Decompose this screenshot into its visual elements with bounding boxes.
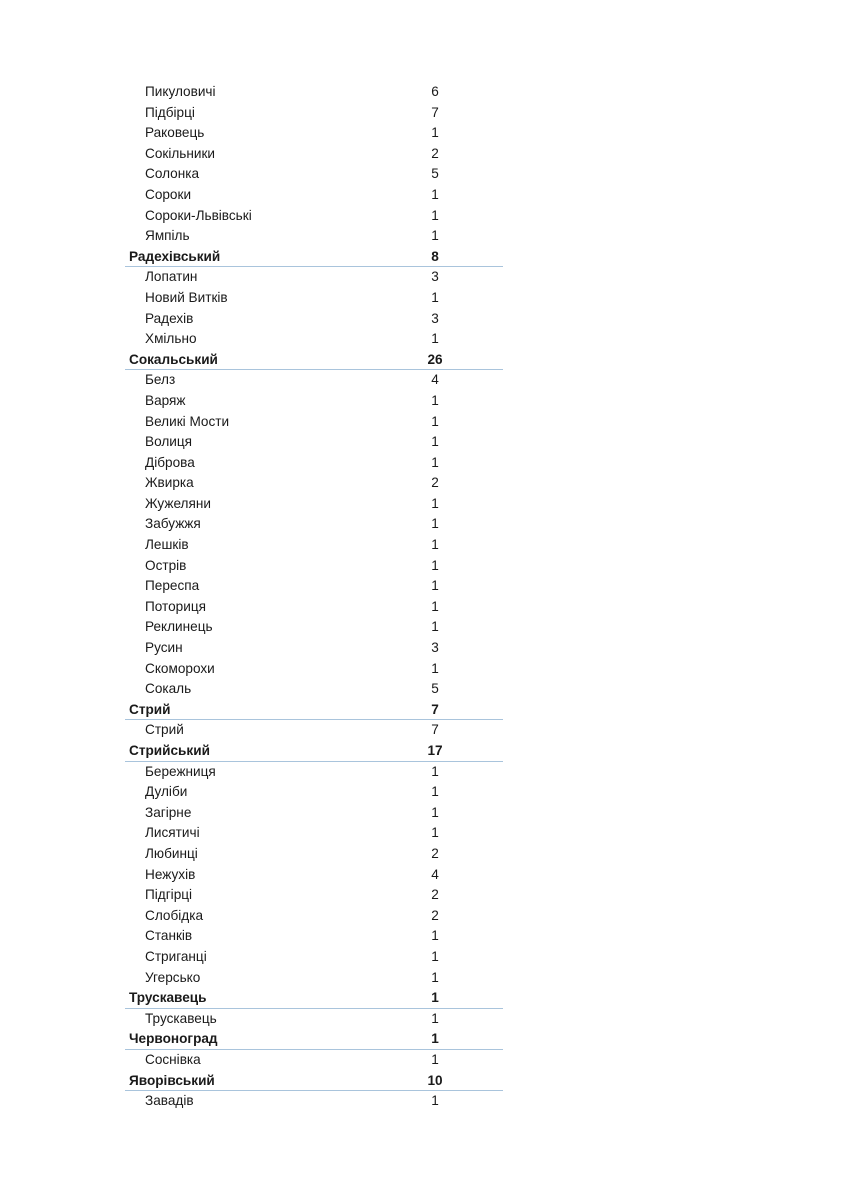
district-row [125, 350, 503, 371]
settlement-name: Жвирка [145, 475, 194, 491]
settlement-count: 1 [431, 660, 439, 676]
settlement-count: 4 [431, 866, 439, 882]
district-row [125, 988, 503, 1009]
settlement-row [125, 556, 503, 577]
settlement-count: 5 [431, 681, 439, 697]
settlement-row [125, 947, 503, 968]
district-name: Стрийський [129, 743, 210, 758]
settlement-name: Трускавець [145, 1010, 217, 1026]
settlement-count: 1 [431, 125, 439, 141]
settlement-row [125, 412, 503, 433]
settlement-count: 1 [431, 454, 439, 470]
settlement-count: 1 [431, 495, 439, 511]
settlement-name: Сороки [145, 186, 192, 202]
settlement-name: Белз [145, 372, 176, 388]
settlement-name: Сокаль [145, 681, 192, 697]
district-name: Червоноград [129, 1031, 218, 1047]
settlement-name: Соснівка [145, 1051, 201, 1067]
settlement-name: Лисятичі [145, 825, 200, 841]
settlement-row [125, 370, 503, 391]
settlement-row [125, 844, 503, 865]
settlement-count: 1 [431, 1051, 439, 1067]
settlement-row [125, 720, 503, 741]
settlement-name: Угерсько [145, 969, 201, 985]
settlement-row [125, 226, 503, 247]
settlement-row [125, 288, 503, 309]
district-row [125, 1071, 503, 1092]
settlement-row [125, 164, 503, 185]
settlement-count: 3 [431, 640, 439, 656]
settlement-row [125, 123, 503, 144]
settlement-count: 1 [431, 804, 439, 820]
settlement-count: 1 [431, 537, 439, 553]
settlement-count: 1 [431, 928, 439, 944]
settlement-count: 2 [431, 475, 439, 491]
settlement-name: Новий Витків [145, 289, 228, 305]
district-name: Яворівський [129, 1072, 215, 1088]
district-table [125, 82, 503, 1112]
district-count: 17 [427, 743, 443, 758]
settlement-count: 2 [431, 887, 439, 903]
settlement-name: Діброва [145, 454, 195, 470]
settlement-row [125, 494, 503, 515]
settlement-name: Стрий [145, 722, 184, 738]
settlement-row [125, 865, 503, 886]
settlement-count: 2 [431, 145, 439, 161]
settlement-name: Варяж [145, 392, 186, 408]
settlement-name: Сокільники [145, 145, 215, 161]
settlement-name: Русин [145, 640, 183, 656]
settlement-count: 1 [431, 763, 439, 779]
settlement-row [125, 803, 503, 824]
settlement-count: 1 [431, 948, 439, 964]
settlement-name: Переспа [145, 578, 200, 594]
district-row [125, 247, 503, 268]
settlement-count: 1 [431, 186, 439, 202]
settlement-name: Підбірці [145, 104, 195, 120]
settlement-count: 1 [431, 1010, 439, 1026]
settlement-name: Раковець [145, 125, 205, 141]
settlement-row [125, 206, 503, 227]
settlement-count: 7 [431, 104, 439, 120]
settlement-row [125, 1050, 503, 1071]
settlement-row [125, 514, 503, 535]
settlement-name: Поториця [145, 598, 206, 614]
district-row [125, 700, 503, 721]
settlement-count: 1 [431, 392, 439, 408]
district-count: 1 [431, 1031, 439, 1047]
settlement-name: Підгірці [145, 887, 193, 903]
settlement-row [125, 617, 503, 638]
settlement-row [125, 926, 503, 947]
settlement-count: 1 [431, 578, 439, 594]
district-count: 8 [431, 248, 439, 264]
settlement-name: Станків [145, 928, 193, 944]
settlement-row [125, 823, 503, 844]
settlement-name: Бережниця [145, 763, 216, 779]
settlement-count: 7 [431, 722, 439, 738]
settlement-row [125, 1009, 503, 1030]
settlement-count: 1 [431, 557, 439, 573]
settlement-count: 1 [431, 289, 439, 305]
district-name: Стрий [129, 701, 171, 717]
settlement-name: Реклинець [145, 619, 213, 635]
settlement-name: Загірне [145, 804, 192, 820]
settlement-count: 3 [431, 310, 439, 326]
district-row [125, 741, 503, 762]
settlement-row [125, 906, 503, 927]
settlement-name: Пикуловичі [145, 84, 216, 99]
settlement-row [125, 267, 503, 288]
settlement-row [125, 597, 503, 618]
settlement-count: 1 [431, 331, 439, 347]
settlement-row [125, 535, 503, 556]
settlement-name: Острів [145, 557, 187, 573]
settlement-name: Стриганці [145, 948, 207, 964]
settlement-row [125, 82, 503, 103]
district-count: 1 [431, 990, 439, 1006]
settlement-count: 5 [431, 166, 439, 182]
district-row [125, 1029, 503, 1050]
settlement-name: Великі Мости [145, 413, 230, 429]
settlement-name: Лопатин [145, 269, 198, 285]
settlement-name: Нежухів [145, 866, 196, 882]
settlement-row [125, 309, 503, 330]
settlement-name: Дуліби [145, 784, 188, 800]
settlement-name: Жужеляни [145, 495, 211, 511]
settlement-name: Солонка [145, 166, 200, 182]
settlement-count: 4 [431, 372, 439, 388]
settlement-name: Радехів [145, 310, 194, 326]
settlement-row [125, 144, 503, 165]
settlement-count: 1 [431, 784, 439, 800]
settlement-count: 1 [431, 969, 439, 985]
settlement-row [125, 185, 503, 206]
settlement-row [125, 638, 503, 659]
district-count: 10 [427, 1072, 443, 1088]
settlement-name: Хмільно [145, 331, 197, 347]
settlement-count: 1 [431, 413, 439, 429]
settlement-row [125, 659, 503, 680]
settlement-name: Забужжя [145, 516, 201, 532]
settlement-row [125, 782, 503, 803]
settlement-count: 2 [431, 907, 439, 923]
settlement-name: Слобідка [145, 907, 204, 923]
settlement-row [125, 885, 503, 906]
district-name: Трускавець [129, 990, 207, 1006]
district-count: 7 [431, 701, 439, 717]
settlement-count: 2 [431, 845, 439, 861]
settlement-row [125, 391, 503, 412]
settlement-name: Сороки-Львівські [145, 207, 252, 223]
settlement-name: Лешків [145, 537, 189, 553]
settlement-count: 1 [431, 1093, 439, 1109]
settlement-count: 6 [431, 84, 439, 99]
settlement-row [125, 1091, 503, 1112]
settlement-count: 1 [431, 228, 439, 244]
settlement-row [125, 103, 503, 124]
settlement-count: 1 [431, 619, 439, 635]
settlement-name: Завадів [145, 1093, 194, 1109]
settlement-row [125, 968, 503, 989]
settlement-name: Ямпіль [145, 228, 190, 244]
settlement-count: 1 [431, 598, 439, 614]
settlement-row [125, 329, 503, 350]
settlement-row [125, 453, 503, 474]
district-name: Сокальський [129, 351, 218, 367]
settlement-row [125, 473, 503, 494]
settlement-count: 1 [431, 516, 439, 532]
settlement-name: Скоморохи [145, 660, 215, 676]
settlement-row [125, 762, 503, 783]
district-name: Радехівський [129, 248, 221, 264]
settlement-row [125, 432, 503, 453]
district-count: 26 [427, 351, 443, 367]
settlement-count: 1 [431, 825, 439, 841]
settlement-count: 3 [431, 269, 439, 285]
settlement-name: Волиця [145, 434, 193, 450]
settlement-row [125, 576, 503, 597]
settlement-count: 1 [431, 207, 439, 223]
settlement-name: Любинці [145, 845, 198, 861]
settlement-row [125, 679, 503, 700]
settlement-count: 1 [431, 434, 439, 450]
